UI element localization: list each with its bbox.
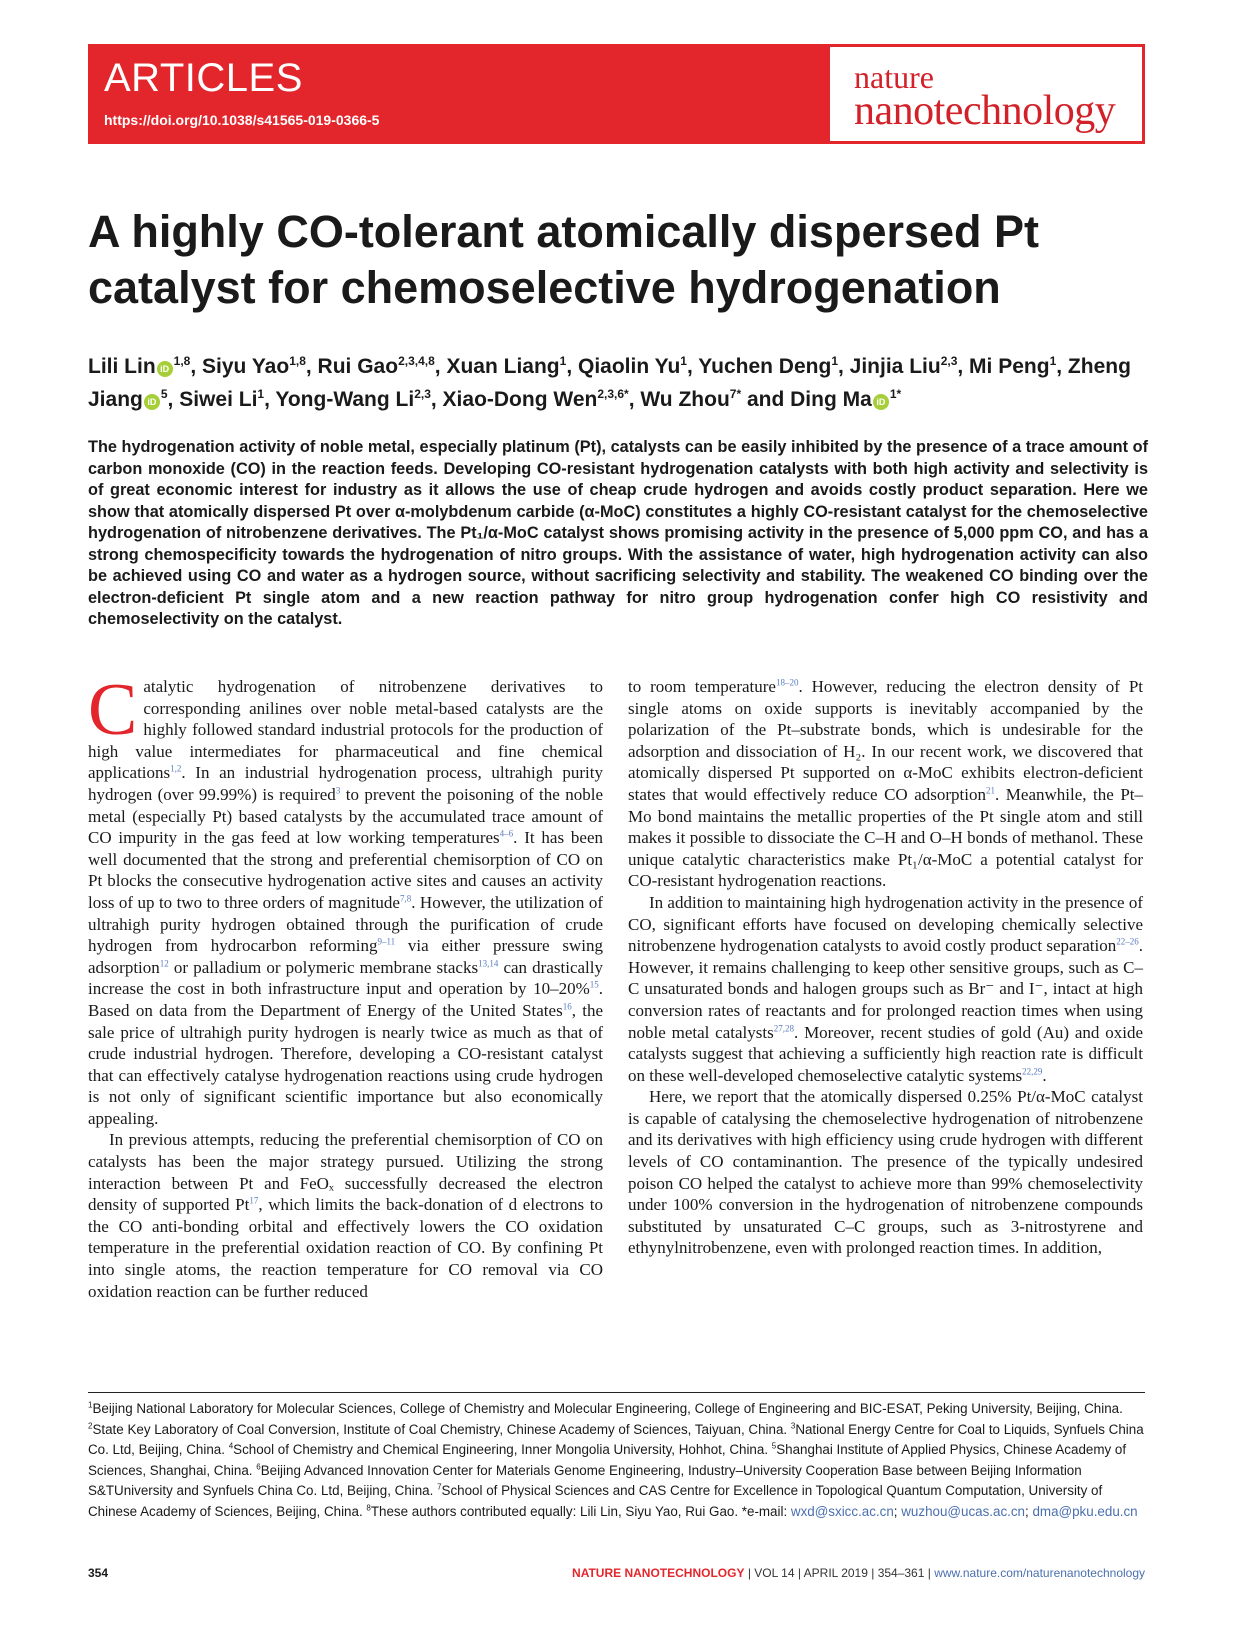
affiliation-number: 1 (88, 1400, 93, 1410)
citation-ref[interactable]: 13,14 (478, 958, 499, 969)
page-footer (88, 1566, 1145, 1586)
author-name: Rui Gao (317, 355, 399, 378)
email-link[interactable]: wxd@sxicc.ac.cn (790, 1503, 894, 1519)
author-name: Jinjia Liu (849, 355, 941, 378)
author-name: Siwei Li (179, 388, 258, 411)
citation-ref[interactable]: 22–26 (1116, 936, 1139, 947)
author-name: Ding Ma (790, 388, 872, 411)
body-paragraph: Here, we report that the atomically dispersed 0.25% Pt/α-MoC catalyst is capable of catalysing the chemoselective hydrogenation of nitrobenzene and its derivatives with high efficiency using crude hydrogen with different levels of CO contaminantion. The presence of the typically undesired poison CO helped the catalyst to achieve more than 99% chemoselectivity under 100% conversion in the hydrogenation of nitrobenzene compounds substituted by unsaturated C–C groups, such as 3-nitrostyrene and ethynylnitrobenzene, even with prolonged reaction times. In addition, (628, 1087, 1143, 1258)
journal-reference (572, 1566, 1145, 1580)
citation-ref[interactable]: 15 (589, 979, 599, 990)
body-paragraph: In previous attempts, reducing the preferential chemisorption of CO on catalysts has been the major strategy pursued. Utilizing the strong interaction between Pt and FeOₓ successfully decreased the electron density of supported Pt$^{17}$, which limits the back-donation of d electrons to the CO anti-bonding orbital and effectively lowers the CO oxidation temperature in the preferential oxidation reaction of CO. By confining Pt into single atoms, the reaction temperature for CO removal via CO oxidation reaction can be further reduced (88, 1130, 603, 1301)
body-paragraph: In addition to maintaining high hydrogenation activity in the presence of CO, significant efforts have focused on developing chemically selective nitrobenzene hydrogenation catalysts to avoid costly product separation$^{22-26}$. However, it remains challenging to keep other sensitive groups, such as C–C unsaturated bonds and halogen groups such as Br⁻ and I⁻, intact at high conversion rates of reactants and for prolonged reaction times when using noble metal catalysts$^{27,28}$. Moreover, recent studies of gold (Au) and oxide catalysts suggest that achieving a sufficiently high reaction rate is difficult on these well-developed chemoselective catalytic systems$^{22,29}$. (628, 892, 1143, 1085)
author-name: Siyu Yao (202, 355, 290, 378)
author-name: Lili Lin (88, 355, 156, 378)
citation-ref[interactable]: 7,8 (399, 893, 412, 904)
affiliation-text: School of Physical Sciences and CAS Centre for Excellence in Topological Quantum Computation, University of Chinese Academy of Sciences, Beijing, China. (88, 1483, 1103, 1519)
author-affiliation-marker: 1* (889, 387, 902, 401)
affiliation-text: State Key Laboratory of Coal Conversion, Institute of Coal Chemistry, Chinese Academy of Sciences, Taiyuan, China. (92, 1421, 791, 1437)
affiliation-text: School of Chemistry and Chemical Engineering, Inner Mongolia University, Hohhot, China. (233, 1442, 772, 1458)
author-name: Xuan Liang (446, 355, 560, 378)
email-link[interactable]: wuzhou@ucas.ac.cn (901, 1503, 1026, 1519)
author-name: Qiaolin Yu (577, 355, 681, 378)
author-affiliation-marker: 2,3 (940, 354, 958, 368)
citation-ref[interactable]: 27,28 (773, 1022, 794, 1033)
orcid-icon[interactable]: iD (873, 394, 889, 410)
article-type-banner (88, 44, 1145, 144)
orcid-icon[interactable]: iD (144, 394, 160, 410)
journal-logo-line1: nature (854, 59, 934, 95)
affiliations: $^1$Beijing National Laboratory for Molecular Sciences, College of Chemistry and Molecular Engineering, College of Engineering and BIC-ESAT, Peking University, Beijing, China. $^2$State Key Laboratory of Coal Conversion, Institute of Coal Chemistry, Chinese Academy of Sciences, Taiyuan, China. $^3$National Energy Centre for Coal to Liquids, Synfuels China Co. Ltd, Beijing, China. $^4$School of Chemistry and Chemical Engineering, Inner Mongolia University, Hohhot, China. $^5$Shanghai Institute of Applied Physics, Chinese Academy of Sciences, Shanghai, China. $^6$Beijing Advanced Innovation Center for Materials Genome Engineering, Industry–University Cooperation Base between Beijing Information S&TUniversity and Synfuels China Co. Ltd, Beijing, China. $^7$School of Physical Sciences and CAS Centre for Excellence in Topological Quantum Computation, University of Chinese Academy of Sciences, Beijing, China. $^8$These authors contributed equally: Lili Lin, Siyu Yao, Rui Gao. *e-mail: wxd@sxicc.ac.cn; wuzhou@ucas.ac.cn; dma@pku.edu.cn (88, 1400, 1144, 1519)
author-affiliation-marker: 1,8 (173, 354, 191, 368)
affiliation-number: 5 (771, 1441, 777, 1451)
body-column-left (88, 669, 603, 1302)
citation-ref[interactable]: 12 (159, 958, 169, 969)
footer-journal-name: NATURE NANOTECHNOLOGY (572, 1566, 745, 1580)
author-name: Wu Zhou (640, 388, 730, 411)
email-link[interactable]: dma@pku.edu.cn (1032, 1503, 1138, 1519)
drop-cap: C (88, 669, 138, 751)
affiliation-text: Beijing Advanced Innovation Center for Materials Genome Engineering, Industry–University Cooperation Base between Beijing Information S&TUniversity and Synfuels China Co. Ltd, Beijing, China. (88, 1462, 1082, 1499)
author-affiliation-marker: 1 (831, 354, 838, 368)
affiliation-text: Beijing National Laboratory for Molecular Sciences, College of Chemistry and Molecular Engineering, College of Engineering and BIC-ESAT, Peking University, Beijing, China. (92, 1401, 1123, 1416)
body-paragraph: Catalytic hydrogenation of nitrobenzene derivatives to corresponding anilines over noble metal-based catalysts are the highly followed standard industrial protocols for the production of high value intermediates for pharmaceutical and fine chemical applications$^{1,2}$. In an industrial hydrogenation process, ultrahigh purity hydrogen (over 99.99%) is required$^3$ to prevent the poisoning of the noble metal (especially Pt) based catalysts by the accumulated trace amount of CO impurity in the gas feed at low working temperatures$^{4-6}$. It has been well documented that the strong and preferential chemisorption of CO on Pt blocks the consecutive hydrogenation active sites and causes an activity loss of up to two to three orders of magnitude$^{7,8}$. However, the utilization of ultrahigh purity hydrogen obtained through the purification of crude hydrogen from hydrocarbon reforming$^{9-11}$ via either pressure swing adsorption$^{12}$ or palladium or polymeric membrane stacks$^{13,14}$ can drastically increase the cost in both infrastructure input and operation by 10–20%$^{15}$. Based on data from the Department of Energy of the United States$^{16}$, the sale price of ultrahigh purity hydrogen is nearly twice as much as that of crude industrial hydrogen. Therefore, developing a CO-resistant catalyst that can effectively catalyse hydrogenation reactions using crude hydrogen is not only of significant scientific importance but also economically appealing. (88, 669, 603, 1128)
affiliation-number: 7 (437, 1482, 442, 1492)
author-affiliation-marker: 1,8 (289, 354, 306, 368)
affiliation-number: 2 (88, 1421, 93, 1431)
citation-ref[interactable]: 4–6 (499, 828, 514, 839)
citation-ref[interactable]: 18–20 (775, 677, 799, 688)
affiliation-number: 3 (790, 1421, 796, 1431)
footer-issue: | VOL 14 | APRIL 2019 | 354–361 | (744, 1566, 935, 1580)
doi-link[interactable]: https://doi.org/10.1038/s41565-019-0366-5 (104, 112, 380, 128)
citation-ref[interactable]: 16 (562, 1001, 572, 1012)
email-label: *e-mail: (741, 1503, 791, 1519)
citation-ref[interactable]: 17 (249, 1195, 259, 1206)
author-affiliation-marker: 1 (680, 354, 687, 368)
author-affiliation-marker: 1 (1049, 354, 1057, 368)
affiliation-text: Shanghai Institute of Applied Physics, Chinese Academy of Sciences, Shanghai, China. (88, 1442, 1127, 1478)
article-title: A highly CO-tolerant atomically dispersed Pt catalyst for chemoselective hydrogenation (88, 206, 1040, 313)
author-name: Zheng Jiang (88, 355, 1131, 411)
citation-ref[interactable]: 9–11 (377, 936, 396, 947)
author-affiliation-marker: 7* (729, 387, 742, 401)
author-affiliation-marker: 2,3,6* (597, 387, 629, 401)
abstract (88, 437, 1148, 631)
author-affiliation-marker: 2,3,4,8 (398, 354, 435, 368)
affiliation-number: 8 (366, 1503, 371, 1513)
affiliation-number: 6 (256, 1462, 261, 1472)
orcid-icon[interactable]: iD (157, 361, 173, 377)
author-name: Mi Peng (969, 355, 1050, 378)
author-list: Lili Lin iD$^{1,8}$, Siyu Yao$^{1,8}$, Rui Gao$^{2,3,4,8}$, Xuan Liang$^1$, Qiaolin Yu$^1$, Yuchen Deng$^1$, Jinjia Liu$^{2,3}$, Mi Peng$^1$, Zheng Jiang $iD^5$, Siwei Li$^1$, Yong-Wang Li$^{2,3}$, Xiao-Dong Wen$^{2,3,6*}$, Wu Zhou$^{7*}$ and Ding Ma $iD^{1*}$ (88, 354, 1131, 411)
author-name: Xiao-Dong Wen (442, 388, 598, 411)
citation-ref[interactable]: 1,2 (170, 763, 182, 774)
footer-journal-link[interactable]: www.nature.com/naturenanotechnology (934, 1566, 1145, 1580)
affiliation-number: 4 (228, 1441, 234, 1451)
body-paragraph: to room temperature$^{18-20}$. However, reducing the electron density of Pt single atoms on oxide supports is inevitably accompanied by the polarization of the Pt–substrate bonds, which is undesirable for the adsorption and dissociation of H₂. In our recent work, we discovered that atomically dispersed Pt supported on α-MoC exhibits electron-deficient states that would effectively reduce CO adsorption$^{21}$. Meanwhile, the Pt–Mo bond maintains the metallic properties of the Pt single atom and still makes it possible to dissociate the C–H and O–H bonds of methanol. These unique catalytic characteristics make Pt₁/α-MoC a potential catalyst for CO-resistant hydrogenation reactions. (628, 677, 1144, 891)
journal-logo (830, 47, 1142, 141)
affiliation-text: National Energy Centre for Coal to Liquids, Synfuels China Co. Ltd, Beijing, China. (88, 1421, 1144, 1458)
affiliation-text: These authors contributed equally: Lili Lin, Siyu Yao, Rui Gao. (370, 1503, 742, 1519)
author-affiliation-marker: 2,3 (414, 387, 431, 401)
author-affiliation-marker: 1 (559, 354, 567, 368)
citation-ref[interactable]: 3 (335, 785, 341, 796)
author-affiliation-marker: 1 (257, 387, 265, 401)
author-name: Yong-Wang Li (275, 388, 415, 411)
abstract-text: The hydrogenation activity of noble metal, especially platinum (Pt), catalysts can be easily inhibited by the presence of a trace amount of carbon monoxide (CO) in the reaction feeds. Developing CO-resistant hydrogenation catalysts with both high activity and selectivity is of great economic interest for industry as it allows the use of cheap crude hydrogen and avoids costly product separation. Here we show that atomically dispersed Pt over α-molybdenum carbide (α-MoC) constitutes a highly CO-resistant catalyst for the chemoselective hydrogenation of nitrobenzene derivatives. The Pt₁/α-MoC catalyst shows promising activity in the presence of 5,000 ppm CO, and has a strong chemospecificity towards the hydrogenation of nitro groups. With the assistance of water, high hydrogenation activity can also be achieved using CO and water as a hydrogen source, without sacrificing selectivity and stability. The weakened CO binding over the electron-deficient Pt single atom and a new reaction pathway for nitro group hydrogenation confer high CO resistivity and chemoselectivity on the catalyst. (88, 438, 1148, 628)
author-name: Yuchen Deng (698, 355, 832, 378)
body-column-right (628, 676, 1143, 1259)
article-type-label: ARTICLES (104, 56, 303, 100)
footnote-divider (88, 1392, 1145, 1393)
page-number: 354 (88, 1566, 109, 1580)
citation-ref[interactable]: 21 (986, 785, 995, 796)
journal-logo-line2: nanotechnology (854, 88, 1116, 134)
author-affiliation-marker: 5 (160, 387, 168, 401)
citation-ref[interactable]: 22,29 (1022, 1066, 1043, 1077)
